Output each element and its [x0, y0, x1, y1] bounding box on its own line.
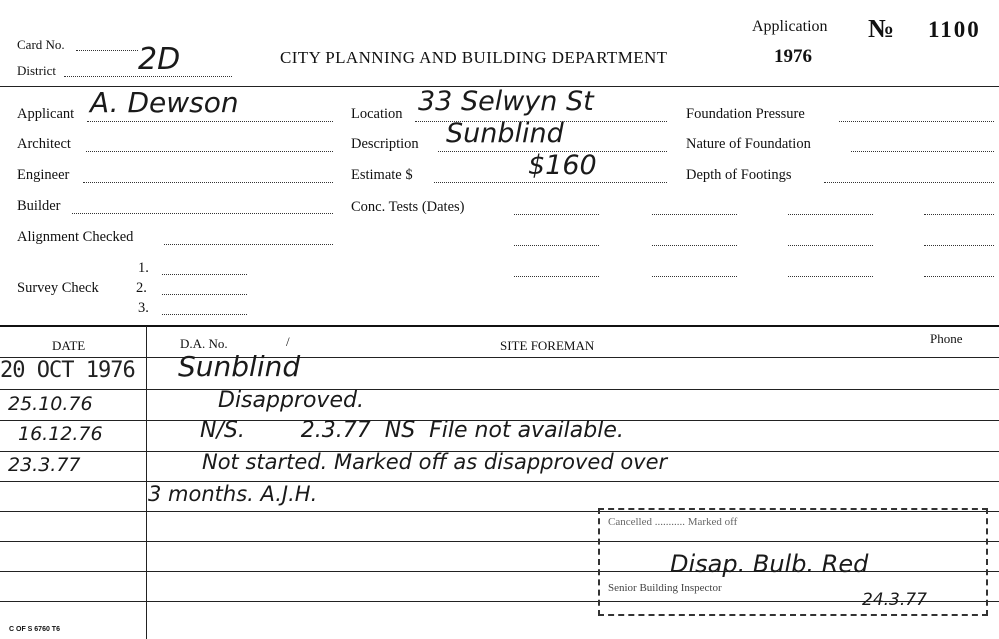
engineer-field: [83, 182, 333, 183]
architect-label: Architect: [17, 136, 71, 152]
location-label: Location: [351, 106, 403, 122]
applicant-field: [87, 121, 333, 122]
conc-test-field: [514, 214, 599, 215]
alignment-field: [164, 244, 333, 245]
survey-field-1: [162, 274, 247, 275]
conc-test-field: [652, 214, 737, 215]
survey-check-label: Survey Check: [17, 280, 99, 296]
date-column-divider: [146, 326, 147, 639]
description-label: Description: [351, 136, 419, 152]
survey-num-2: 2.: [136, 280, 147, 296]
location-value: 33 Selwyn St: [418, 86, 594, 117]
conc-test-field: [514, 245, 599, 246]
table-row-rule: [0, 389, 999, 390]
survey-field-3: [162, 314, 247, 315]
alignment-label: Alignment Checked: [17, 229, 134, 245]
footings-depth-field: [824, 182, 994, 183]
architect-field: [86, 151, 333, 152]
foundation-nature-label: Nature of Foundation: [686, 136, 811, 152]
description-value: Sunblind: [446, 118, 564, 149]
table-row-date: 25.10.76: [8, 393, 93, 415]
phone-header: Phone: [930, 331, 963, 346]
builder-field: [72, 213, 333, 214]
estimate-value: $160: [528, 150, 597, 181]
stamp-signature: Disap. Bulb. Red: [670, 550, 869, 578]
conc-test-field: [788, 276, 873, 277]
estimate-label: Estimate $: [351, 167, 413, 183]
form-code: C OF S 6760 T6: [9, 626, 60, 633]
engineer-label: Engineer: [17, 167, 70, 183]
foundation-pressure-label: Foundation Pressure: [686, 106, 805, 122]
card-no-field: [76, 50, 138, 51]
stamp-line-2: Senior Building Inspector: [608, 582, 722, 594]
conc-test-field: [924, 276, 994, 277]
card-no-label: Card No.: [17, 37, 65, 52]
application-label: Application: [752, 18, 828, 35]
foundation-nature-field: [851, 151, 994, 152]
department-title: CITY PLANNING AND BUILDING DEPARTMENT: [280, 48, 668, 67]
table-header-rule: [0, 357, 999, 358]
table-row-date: 16.12.76: [18, 423, 103, 445]
conc-test-field: [652, 276, 737, 277]
stamp-date: 24.3.77: [862, 590, 927, 610]
disapproval-stamp: [598, 508, 988, 616]
number-sign: №: [868, 14, 895, 43]
conc-test-field: [652, 245, 737, 246]
site-foreman-header: SITE FOREMAN: [500, 338, 595, 353]
conc-tests-label: Conc. Tests (Dates): [351, 199, 465, 215]
district-value: 2D: [138, 42, 181, 77]
da-no-header: D.A. No.: [180, 336, 228, 351]
conc-test-field: [924, 245, 994, 246]
application-number: 1100: [928, 17, 981, 42]
table-row-entry: 3 months. A.J.H.: [148, 482, 318, 506]
conc-test-field: [924, 214, 994, 215]
table-top-rule: [0, 325, 999, 327]
table-row-entry: Sunblind: [178, 350, 301, 383]
district-label: District: [17, 63, 56, 78]
estimate-field: [434, 182, 667, 183]
conc-test-field: [788, 245, 873, 246]
survey-num-3: 3.: [138, 300, 149, 316]
table-row-entry: Not started. Marked off as disapproved over: [202, 450, 668, 474]
table-row-entry: N/S. 2.3.77 NS File not available.: [200, 418, 624, 443]
conc-test-field: [514, 276, 599, 277]
stamp-line-1: Cancelled ........... Marked off: [608, 516, 738, 528]
foundation-pressure-field: [839, 121, 994, 122]
application-year: 1976: [774, 46, 812, 67]
table-row-date: 20 OCT 1976: [0, 358, 135, 383]
builder-label: Builder: [17, 198, 61, 214]
applicant-label: Applicant: [17, 106, 75, 122]
table-row-entry: Disapproved.: [218, 388, 364, 413]
date-header: DATE: [52, 338, 86, 353]
survey-field-2: [162, 294, 247, 295]
survey-num-1: 1.: [138, 260, 149, 276]
applicant-value: A. Dewson: [90, 86, 239, 119]
footings-depth-label: Depth of Footings: [686, 167, 792, 183]
conc-test-field: [788, 214, 873, 215]
da-no-mark: /: [286, 334, 290, 349]
table-row-date: 23.3.77: [8, 454, 81, 476]
